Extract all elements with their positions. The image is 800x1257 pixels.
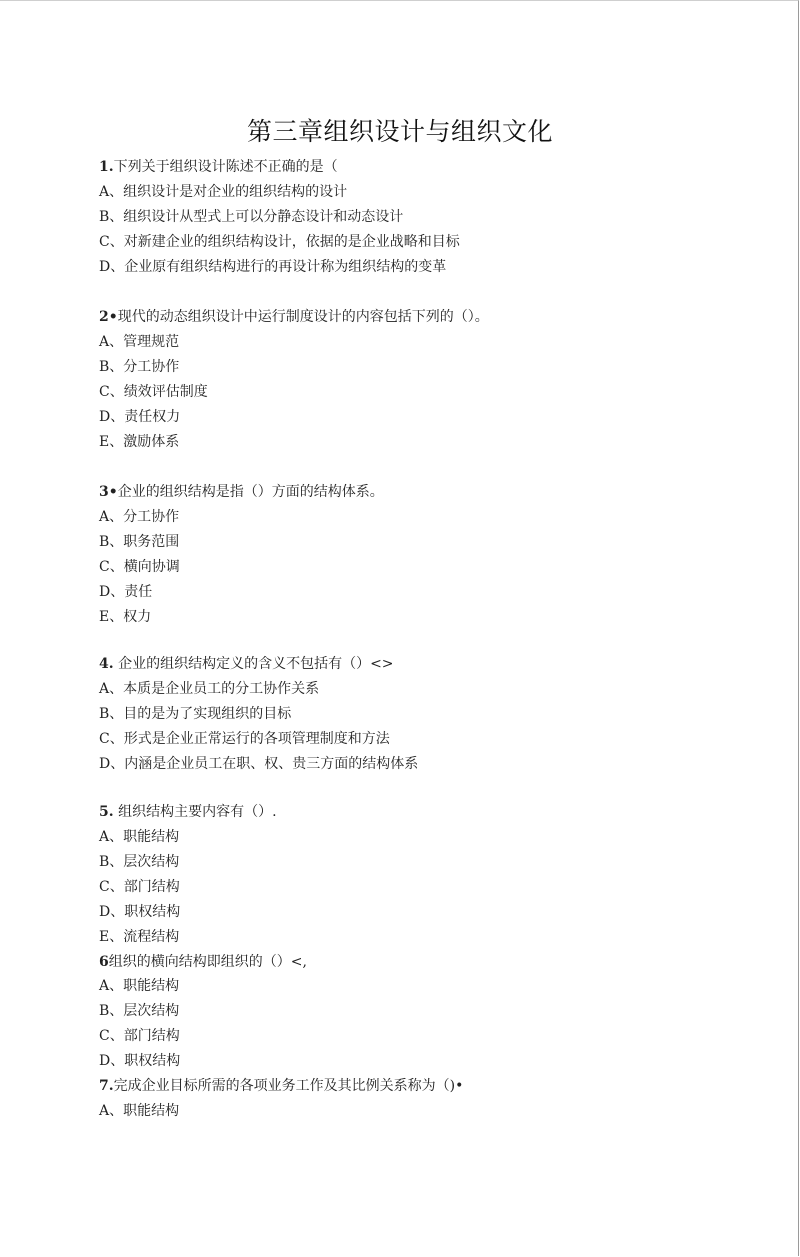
question-text: 完成企业目标所需的各项业务工作及其比例关系称为（)• <box>113 1078 464 1094</box>
option-text: E、激励体系 <box>99 434 180 450</box>
option-text: D、内涵是企业员工在职、权、贵三方面的结构体系 <box>99 756 419 772</box>
option-line <box>99 533 179 551</box>
question-line <box>99 655 394 673</box>
option-line <box>99 1052 180 1070</box>
option-line <box>99 583 152 601</box>
option-text: D、职权结构 <box>99 1053 181 1069</box>
option-text: C、部门结构 <box>99 879 180 895</box>
question-number: 3• <box>99 484 118 500</box>
option-line <box>99 508 179 526</box>
option-text: D、责任 <box>99 584 153 600</box>
option-line <box>99 608 151 626</box>
option-text: C、形式是企业正常运行的各项管理制度和方法 <box>99 731 390 747</box>
question-line <box>99 483 384 501</box>
option-line <box>99 680 319 698</box>
question-text: 企业的组织结构是指（）方面的结构体系。 <box>117 484 384 500</box>
option-line <box>99 233 460 251</box>
question-number: 2• <box>99 309 118 325</box>
option-line <box>99 408 180 426</box>
question-line <box>99 803 277 821</box>
option-text: B、层次结构 <box>99 1003 180 1019</box>
option-text: C、绩效评估制度 <box>99 384 208 400</box>
option-line <box>99 258 446 276</box>
option-text: A、本质是企业员工的分工协作关系 <box>99 681 320 697</box>
option-line <box>99 358 179 376</box>
option-line <box>99 433 179 451</box>
option-text: A、组织设计是对企业的组织结构的设计 <box>99 184 348 200</box>
option-text: A、分工协作 <box>99 509 180 525</box>
option-text: E、权力 <box>99 609 152 625</box>
question-line <box>99 158 338 176</box>
question-number: 5. <box>99 804 114 820</box>
option-text: B、职务范围 <box>99 534 180 550</box>
option-line <box>99 1002 179 1020</box>
option-text: D、职权结构 <box>99 904 181 920</box>
option-text: B、层次结构 <box>99 854 180 870</box>
question-line <box>99 1077 463 1095</box>
option-line <box>99 928 179 946</box>
question-text: 组织结构主要内容有（）. <box>113 804 277 820</box>
question-text: 组织的横向结构即组织的（）<, <box>108 954 307 970</box>
option-line <box>99 558 180 576</box>
option-line <box>99 208 403 226</box>
option-text: D、责任权力 <box>99 409 181 425</box>
option-line <box>99 828 179 846</box>
option-text: B、目的是为了实现组织的目标 <box>99 706 292 722</box>
option-text: D、企业原有组织结构进行的再设计称为组织结构的变革 <box>99 259 447 275</box>
option-text: B、组织设计从型式上可以分静态设计和动态设计 <box>99 209 404 225</box>
option-text: C、对新建企业的组织结构设计，依据的是企业战略和目标 <box>99 234 460 250</box>
question-number: 4. <box>99 656 114 672</box>
option-line <box>99 705 291 723</box>
option-text: A、职能结构 <box>99 829 180 845</box>
question-line <box>99 308 489 326</box>
option-line <box>99 333 179 351</box>
option-line <box>99 1027 180 1045</box>
option-text: C、横向协调 <box>99 559 180 575</box>
document-title: 第三章组织设计与组织文化 <box>246 117 553 146</box>
question-text: 企业的组织结构定义的含义不包括有（）<> <box>113 656 394 672</box>
question-number: 6 <box>99 954 109 970</box>
option-line <box>99 853 179 871</box>
option-line <box>99 903 180 921</box>
option-text: A、职能结构 <box>99 1103 180 1119</box>
option-line <box>99 755 418 773</box>
question-text: 下列关于组织设计陈述不正确的是（ <box>113 159 338 175</box>
question-number: 1. <box>99 159 114 175</box>
option-line <box>99 1102 179 1120</box>
question-number: 7. <box>99 1078 114 1094</box>
question-text: 现代的动态组织设计中运行制度设计的内容包括下列的（）。 <box>117 309 489 325</box>
option-line <box>99 878 180 896</box>
option-text: C、部门结构 <box>99 1028 180 1044</box>
option-line <box>99 183 347 201</box>
question-line <box>99 953 307 971</box>
option-text: E、流程结构 <box>99 929 180 945</box>
option-text: A、管理规范 <box>99 334 180 350</box>
option-text: B、分工协作 <box>99 359 180 375</box>
option-line <box>99 730 390 748</box>
option-line <box>99 383 208 401</box>
option-line <box>99 977 179 995</box>
option-text: A、职能结构 <box>99 978 180 994</box>
